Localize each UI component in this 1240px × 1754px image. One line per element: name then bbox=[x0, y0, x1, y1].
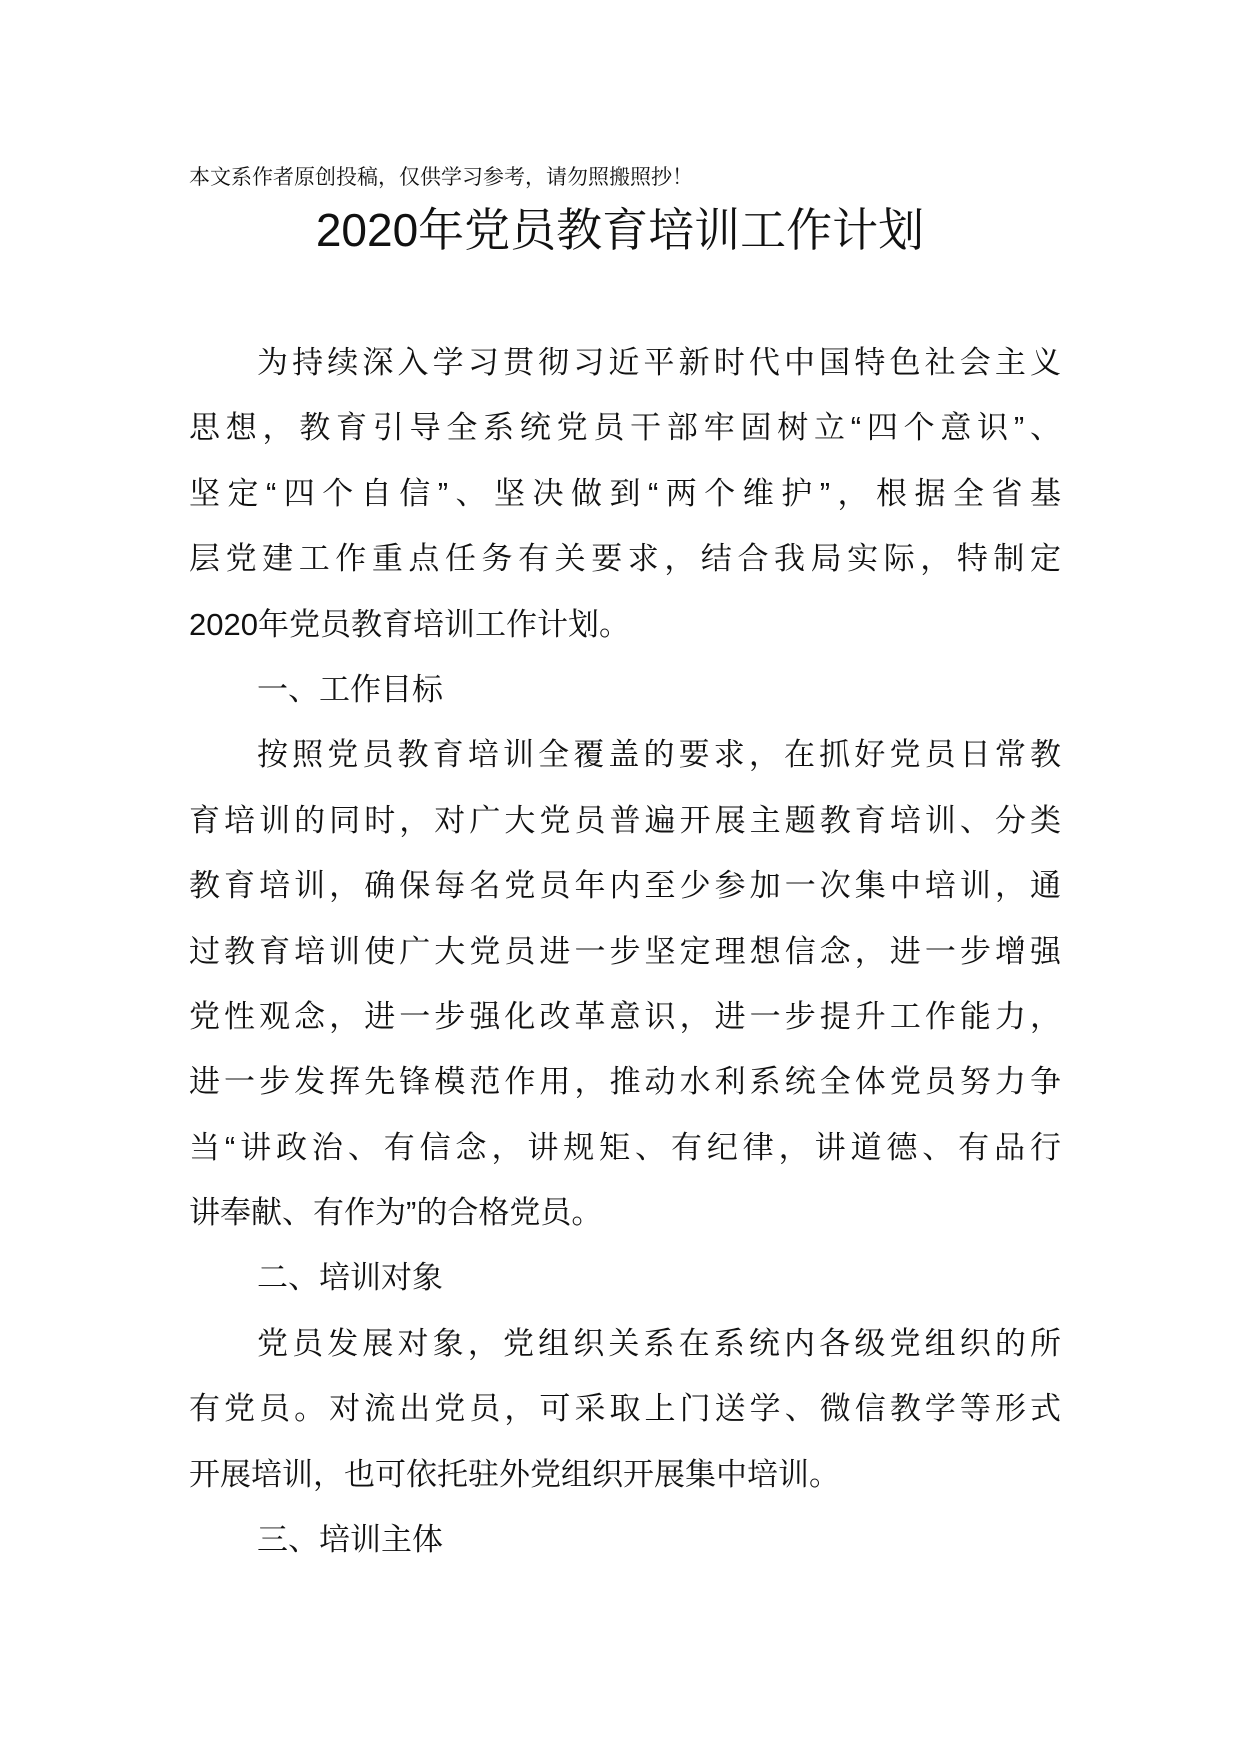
document-body bbox=[189, 330, 1061, 1572]
paragraph bbox=[189, 1311, 1061, 1507]
section-heading bbox=[189, 657, 1061, 722]
section-heading bbox=[189, 1245, 1061, 1310]
text-line: 为持续深入学习贯彻习近平新时代中国特色社会主义 bbox=[257, 345, 1061, 380]
text-line: 思想，教育引导全系统党员干部牢固树立“四个意识”、 bbox=[189, 410, 1061, 446]
text-line: 育培训的同时，对广大党员普遍开展主题教育培训、分类 bbox=[189, 802, 1061, 838]
paragraph bbox=[189, 722, 1061, 1245]
text-line: 按照党员教育培训全覆盖的要求，在抓好党员日常教 bbox=[257, 737, 1061, 773]
text-line: 过教育培训使广大党员进一步坚定理想信念，进一步增强 bbox=[189, 933, 1061, 969]
text-line: 三、培训主体 bbox=[257, 1522, 443, 1558]
text-line: 教育培训，确保每名党员年内至少参加一次集中培训，通 bbox=[189, 868, 1061, 904]
document-title: 2020年党员教育培训工作计划 bbox=[315, 204, 925, 256]
section-heading bbox=[189, 1507, 1061, 1572]
text-line: 二、培训对象 bbox=[257, 1260, 443, 1296]
text-line: 层党建工作重点任务有关要求，结合我局实际，特制定 bbox=[189, 541, 1061, 577]
text-line: 一、工作目标 bbox=[257, 671, 443, 707]
text-line: 讲奉献、有作为”的合格党员。 bbox=[189, 1195, 603, 1231]
text-line: 开展培训，也可依托驻外党组织开展集中培训。 bbox=[189, 1456, 840, 1492]
paragraph bbox=[189, 330, 1061, 657]
text-line: 进一步发挥先锋模范作用，推动水利系统全体党员努力争 bbox=[189, 1064, 1061, 1100]
text-line: 当“讲政治、有信念，讲规矩、有纪律，讲道德、有品行 bbox=[189, 1129, 1061, 1165]
text-line: 党员发展对象，党组织关系在系统内各级党组织的所 bbox=[257, 1325, 1061, 1361]
text-line: 坚定“四个自信”、坚决做到“两个维护”，根据全省基 bbox=[189, 475, 1061, 511]
text-line: 有党员。对流出党员，可采取上门送学、微信教学等形式 bbox=[189, 1391, 1061, 1427]
text-line: 2020年党员教育培训工作计划。 bbox=[189, 606, 630, 642]
copyright-note: 本文系作者原创投稿，仅供学习参考，请勿照搬照抄！ bbox=[189, 166, 693, 189]
text-line: 党性观念，进一步强化改革意识，进一步提升工作能力， bbox=[189, 998, 1061, 1034]
